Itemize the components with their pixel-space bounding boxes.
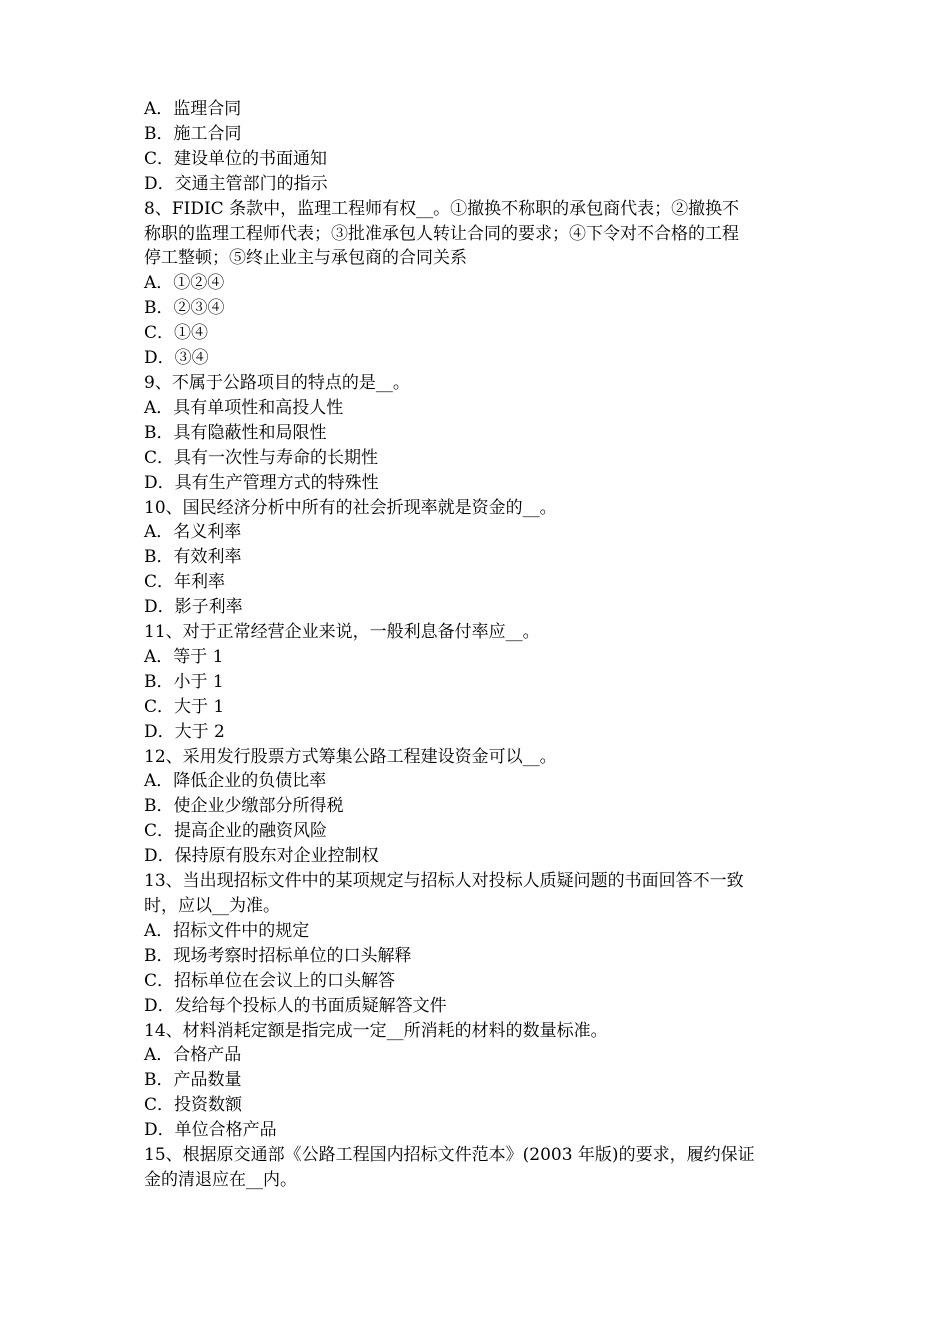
option-a: A．合格产品 bbox=[144, 1045, 242, 1066]
option-a: A．等于 1 bbox=[144, 646, 224, 667]
option-d: D．交通主管部门的指示 bbox=[144, 173, 328, 194]
document-body bbox=[144, 97, 814, 1193]
option-b: B．②③④ bbox=[144, 298, 225, 319]
option-d: D．单位合格产品 bbox=[144, 1120, 277, 1141]
question-13-line-2: 时，应以__为准。 bbox=[144, 896, 280, 916]
option-b: B．具有隐蔽性和局限性 bbox=[144, 422, 327, 443]
question-15-line-2: 金的清退应在__内。 bbox=[144, 1169, 297, 1190]
option-b: B．现场考察时招标单位的口头解释 bbox=[144, 945, 412, 966]
option-b: B．有效利率 bbox=[144, 547, 242, 568]
question-8-line-1: 8、FIDIC 条款中，监理工程师有权__。①撤换不称职的承包商代表；②撤换不 bbox=[144, 198, 740, 219]
option-d: D．影子利率 bbox=[144, 597, 243, 618]
question-10: 10、国民经济分析中所有的社会折现率就是资金的__。 bbox=[144, 497, 557, 518]
option-a: A．降低企业的负债比率 bbox=[144, 771, 327, 792]
option-d: D．发给每个投标人的书面质疑解答文件 bbox=[144, 995, 447, 1016]
option-c: C．①④ bbox=[144, 323, 209, 344]
question-14: 14、材料消耗定额是指完成一定__所消耗的材料的数量标准。 bbox=[144, 1020, 608, 1041]
option-c: C．建设单位的书面通知 bbox=[144, 148, 328, 169]
option-b: B．使企业少缴部分所得税 bbox=[144, 796, 344, 817]
question-11: 11、对于正常经营企业来说，一般利息备付率应__。 bbox=[144, 622, 540, 643]
question-8-line-2: 称职的监理工程师代表；③批准承包人转让合同的要求；④下令对不合格的工程 bbox=[144, 223, 739, 244]
option-c: C．招标单位在会议上的口头解答 bbox=[144, 970, 396, 991]
option-a: A．具有单项性和高投人性 bbox=[144, 397, 344, 418]
option-a: A．监理合同 bbox=[144, 99, 242, 119]
option-b: B．产品数量 bbox=[144, 1070, 242, 1091]
option-b: B．施工合同 bbox=[144, 123, 242, 144]
option-c: C．具有一次性与寿命的长期性 bbox=[144, 447, 379, 468]
option-b: B．小于 1 bbox=[144, 671, 224, 692]
option-d: D．③④ bbox=[144, 348, 209, 369]
option-c: C．大于 1 bbox=[144, 696, 225, 717]
question-12: 12、采用发行股票方式筹集公路工程建设资金可以__。 bbox=[144, 746, 557, 767]
option-d: D．具有生产管理方式的特殊性 bbox=[144, 472, 379, 493]
question-15-line-1: 15、根据原交通部《公路工程国内招标文件范本》(2003 年版)的要求，履约保证 bbox=[144, 1145, 755, 1166]
option-d: D．保持原有股东对企业控制权 bbox=[144, 846, 379, 867]
option-a: A．名义利率 bbox=[144, 522, 242, 543]
question-13-line-1: 13、当出现招标文件中的某项规定与招标人对投标人质疑问题的书面回答不一致 bbox=[144, 871, 744, 892]
option-c: C．年利率 bbox=[144, 572, 226, 593]
option-a: A．①②④ bbox=[144, 273, 225, 294]
question-8-line-3: 停工整顿；⑤终止业主与承包商的合同关系 bbox=[144, 248, 467, 269]
option-d: D．大于 2 bbox=[144, 721, 225, 742]
option-c: C．投资数额 bbox=[144, 1095, 243, 1116]
option-c: C．提高企业的融资风险 bbox=[144, 821, 328, 842]
question-9: 9、不属于公路项目的特点的是__。 bbox=[144, 372, 410, 393]
option-a: A．招标文件中的规定 bbox=[144, 920, 310, 941]
